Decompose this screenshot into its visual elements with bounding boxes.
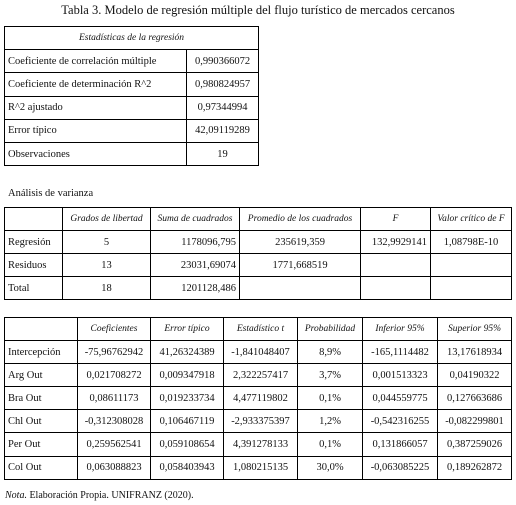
table-cell: 0,08611173 [78,387,151,410]
row-label: Bra Out [5,387,78,410]
column-header: Coeficientes [78,318,151,341]
table-cell: 3,7% [298,364,363,387]
row-label: Regresión [5,231,63,254]
regression-statistics-header: Estadísticas de la regresión [5,27,259,50]
row-label: Total [5,277,63,300]
table-cell: 13 [63,254,151,277]
row-label: Col Out [5,456,78,479]
table-cell: 0,044559775 [363,387,438,410]
table-cell: 0,021708272 [78,364,151,387]
table-cell: 0,1% [298,433,363,456]
column-header [5,208,63,231]
column-header: Error típico [151,318,224,341]
column-header: Suma de cuadrados [151,208,240,231]
stat-label: Error típico [5,119,187,142]
table-cell: 235619,359 [240,231,361,254]
row-label: Residuos [5,254,63,277]
table-cell: 1,2% [298,410,363,433]
column-header: Probabilidad [298,318,363,341]
table-row [5,433,512,456]
table-cell: 18 [63,277,151,300]
anova-table [4,207,512,300]
table-row [5,341,512,364]
row-label: Intercepción [5,341,78,364]
table-row [5,387,512,410]
table-cell: -0,312308028 [78,410,151,433]
table-row [5,231,512,254]
table-row [5,456,512,479]
stat-value: 19 [187,142,259,165]
table-row [5,96,259,119]
table-cell: 2,322257417 [224,364,298,387]
table-row [5,73,259,96]
table-cell: 8,9% [298,341,363,364]
table-row [5,50,259,73]
table-cell: 1178096,795 [151,231,240,254]
table-cell: 0,009347918 [151,364,224,387]
table-cell: 0,001513323 [363,364,438,387]
table-row [5,142,259,165]
table-cell: 30,0% [298,456,363,479]
table-row [5,119,259,142]
table-cell: 0,387259026 [438,433,512,456]
table-cell: 0,131866057 [363,433,438,456]
table-cell: 23031,69074 [151,254,240,277]
regression-statistics-table [4,26,259,166]
note-text: Elaboración Propia. UNIFRANZ (2020). [26,490,194,501]
table-cell: 0,059108654 [151,433,224,456]
table-cell: 0,1% [298,387,363,410]
table-cell: 0,063088823 [78,456,151,479]
table-cell: -0,063085225 [363,456,438,479]
table-cell: 4,391278133 [224,433,298,456]
table-cell: -0,082299801 [438,410,512,433]
table-cell: 0,058403943 [151,456,224,479]
table-cell: -1,841048407 [224,341,298,364]
column-header: Promedio de los cuadrados [240,208,361,231]
table-cell [431,254,512,277]
table-cell: 13,17618934 [438,341,512,364]
table-cell: 1,080215135 [224,456,298,479]
table-cell [361,254,431,277]
table-cell: 0,106467119 [151,410,224,433]
table-cell: -2,933375397 [224,410,298,433]
table-cell: -165,1114482 [363,341,438,364]
note-prefix: Nota. [5,490,27,501]
column-header: Valor crítico de F [431,208,512,231]
stat-value: 42,09119289 [187,119,259,142]
table-cell: 4,477119802 [224,387,298,410]
table-cell: 1,08798E-10 [431,231,512,254]
column-header: F [361,208,431,231]
table-row [5,254,512,277]
column-header: Inferior 95% [363,318,438,341]
stat-value: 0,97344994 [187,96,259,119]
table-cell: 1201128,486 [151,277,240,300]
column-header [5,318,78,341]
table-cell: -75,96762942 [78,341,151,364]
table-cell: 0,04190322 [438,364,512,387]
coefficients-table [4,317,512,480]
row-label: Per Out [5,433,78,456]
table-row [5,277,512,300]
table-cell [361,277,431,300]
table-cell: -0,542316255 [363,410,438,433]
table-cell: 0,127663686 [438,387,512,410]
table-cell [431,277,512,300]
column-header: Estadístico t [224,318,298,341]
table-row [5,410,512,433]
table-cell: 5 [63,231,151,254]
row-label: Chl Out [5,410,78,433]
table-cell: 132,9929141 [361,231,431,254]
stat-label: Coeficiente de determinación R^2 [5,73,187,96]
stat-value: 0,990366072 [187,50,259,73]
stat-value: 0,980824957 [187,73,259,96]
stat-label: Coeficiente de correlación múltiple [5,50,187,73]
stat-label: R^2 ajustado [5,96,187,119]
table-cell: 1771,668519 [240,254,361,277]
row-label: Arg Out [5,364,78,387]
source-note [5,490,194,501]
column-header: Superior 95% [438,318,512,341]
table-title: Tabla 3. Modelo de regresión múltiple del flujo turístico de mercados cercanos [61,3,455,17]
table-cell: 41,26324389 [151,341,224,364]
anova-heading: Análisis de varianza [8,188,94,199]
table-cell: 0,019233734 [151,387,224,410]
table-cell: 0,189262872 [438,456,512,479]
stat-label: Observaciones [5,142,187,165]
table-cell: 0,259562541 [78,433,151,456]
table-cell [240,277,361,300]
table-row [5,364,512,387]
column-header: Grados de libertad [63,208,151,231]
